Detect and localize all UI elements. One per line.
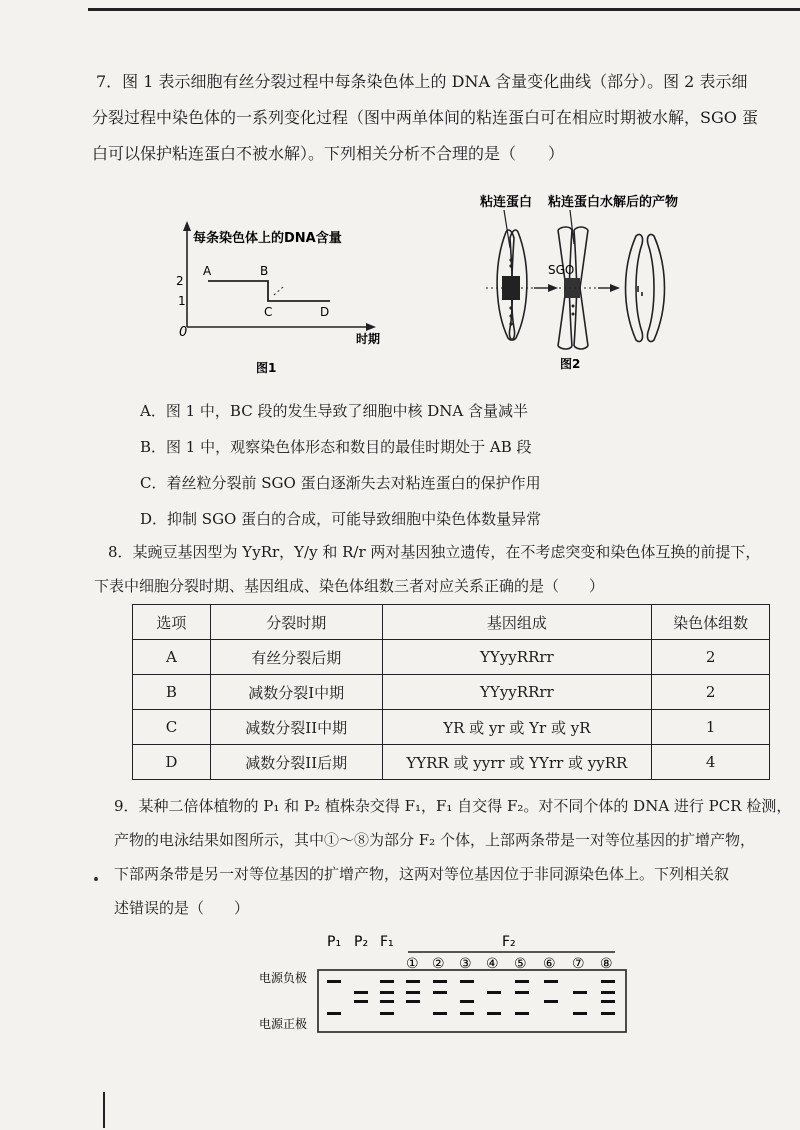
- p1-label: P₁: [327, 934, 342, 950]
- top-rule: [88, 8, 800, 11]
- dna-content-curve: [208, 281, 330, 301]
- band: [380, 991, 394, 994]
- q7-line-2: 分裂过程中染色体的一系列变化过程（图中两单体间的粘连蛋白可在相应时期被水解，SGO 蛋: [92, 108, 758, 127]
- band: [601, 980, 615, 983]
- figure-1-caption: 图1: [256, 361, 277, 375]
- option-c: C．着丝粒分裂前 SGO 蛋白逐渐失去对粘连蛋白的保护作用: [140, 474, 541, 492]
- band: [460, 980, 474, 983]
- margin-dot: [94, 877, 98, 881]
- band: [406, 991, 420, 994]
- band: [354, 991, 368, 994]
- band: [544, 1000, 558, 1003]
- band: [573, 991, 587, 994]
- band: [515, 980, 529, 983]
- cell-phase: 减数分裂II中期: [210, 710, 382, 745]
- lane-5-label: ⑤: [514, 956, 527, 972]
- band: [406, 1000, 420, 1003]
- cell-option: A: [133, 640, 211, 675]
- q7-line-3: 白可以保护粘连蛋白不被水解）。下列相关分析不合理的是（ ）: [92, 144, 565, 163]
- band: [601, 991, 615, 994]
- option-d: D．抑制 SGO 蛋白的合成，可能导致细胞中染色体数量异常: [140, 510, 542, 528]
- chromosome-1: [497, 210, 527, 340]
- option-b: B．图 1 中，观察染色体形态和数目的最佳时期处于 AB 段: [140, 438, 532, 456]
- cell-option: B: [133, 675, 211, 710]
- option-a: A．图 1 中，BC 段的发生导致了细胞中核 DNA 含量减半: [140, 402, 528, 420]
- positive-pole-label: 电源正极: [259, 1017, 308, 1031]
- cell-option: C: [133, 710, 211, 745]
- band: [406, 980, 420, 983]
- header-chromosome-sets: 染色体组数: [652, 605, 770, 640]
- band: [354, 1000, 368, 1003]
- dotted-mark: [274, 287, 283, 295]
- lane-4-label: ④: [486, 956, 499, 972]
- table-row: [133, 710, 770, 745]
- tick-2-label: 2: [176, 274, 184, 288]
- cell-option: D: [133, 745, 211, 780]
- cell-genotype: YYRR 或 yyrr 或 YYrr 或 yyRR: [382, 745, 652, 780]
- q7-line-1: 7．图 1 表示细胞有丝分裂过程中每条染色体上的 DNA 含量变化曲线（部分）。图 2 表示细: [96, 72, 748, 91]
- lane-8-label: ⑧: [600, 956, 613, 972]
- lane-6-label: ⑥: [543, 956, 556, 972]
- band: [573, 1012, 587, 1015]
- tick-1-label: 1: [178, 294, 186, 308]
- header-genotype: 基因组成: [382, 605, 652, 640]
- y-axis-label: 每条染色体上的DNA含量: [193, 231, 342, 246]
- figure-1-curve: [160, 215, 400, 380]
- sgo-block: [564, 278, 580, 298]
- band: [487, 1012, 501, 1015]
- arrow-1-icon: [548, 284, 558, 292]
- band: [327, 980, 341, 983]
- chromosome-2: [558, 210, 588, 349]
- band: [487, 991, 501, 994]
- cell-phase: 有丝分裂后期: [210, 640, 382, 675]
- table-row: [133, 675, 770, 710]
- table-header-row: [133, 605, 770, 640]
- cohesin-pointer: [504, 210, 510, 248]
- q9-line-1: 9．某种二倍体植物的 P₁ 和 P₂ 植株杂交得 F₁，F₁ 自交得 F₂。对不同个体的 DNA 进行 PCR 检测，: [114, 797, 792, 815]
- band: [460, 1012, 474, 1015]
- cell-genotype: YYyyRRrr: [382, 675, 652, 710]
- cell-genotype: YR 或 yr 或 Yr 或 yR: [382, 710, 652, 745]
- table-row: [133, 745, 770, 780]
- band: [544, 980, 558, 983]
- cell-sets: 2: [652, 675, 770, 710]
- lane-7-label: ⑦: [572, 956, 585, 972]
- band: [460, 1000, 474, 1003]
- band: [433, 980, 447, 983]
- q8-line-1: 8．某豌豆基因型为 YyRr，Y/y 和 R/r 两对基因独立遗传，在不考虑突变和染色体互换的前提下，: [108, 543, 761, 561]
- band: [327, 1012, 341, 1015]
- cell-sets: 2: [652, 640, 770, 675]
- point-a-label: A: [203, 264, 212, 278]
- p2-label: P₂: [354, 934, 369, 950]
- band: [433, 1012, 447, 1015]
- f1-label: F₁: [380, 934, 394, 950]
- x-axis-label: 时期: [356, 332, 381, 346]
- lane-2-label: ②: [432, 956, 445, 972]
- cell-phase: 减数分裂II后期: [210, 745, 382, 780]
- sgo-label: SGO: [548, 263, 575, 277]
- figure-2-caption: 图2: [560, 357, 581, 371]
- table-row: [133, 640, 770, 675]
- header-phase: 分裂时期: [210, 605, 382, 640]
- band: [515, 1012, 529, 1015]
- lane-1-label: ①: [406, 956, 419, 972]
- q9-line-3: 下部两条带是另一对等位基因的扩增产物，这两对等位基因位于非同源染色体上。下列相关叙: [114, 865, 730, 883]
- cell-sets: 4: [652, 745, 770, 780]
- x-axis-arrow-icon: [366, 323, 376, 331]
- band: [601, 1000, 615, 1003]
- cell-phase: 减数分裂I中期: [210, 675, 382, 710]
- origin-label: 0: [179, 325, 188, 340]
- header-option: 选项: [133, 605, 211, 640]
- band: [433, 991, 447, 994]
- cohesin-label: 粘连蛋白: [480, 195, 533, 210]
- cell-sets: 1: [652, 710, 770, 745]
- point-d-label: D: [320, 305, 330, 319]
- band: [380, 1000, 394, 1003]
- point-c-label: C: [264, 305, 273, 319]
- chromosome-3: [626, 234, 665, 341]
- gel-bands: [327, 980, 615, 1015]
- figure-2-chromosomes: [470, 188, 715, 373]
- q9-line-4: 述错误的是（ ）: [114, 899, 250, 917]
- gel-figure: [255, 922, 640, 1034]
- negative-pole-label: 电源负极: [259, 971, 308, 985]
- band: [515, 991, 529, 994]
- band: [601, 1012, 615, 1015]
- q9-line-2: 产物的电泳结果如图所示，其中①～⑧为部分 F₂ 个体，上部两条带是一对等位基因的扩增产物，: [114, 831, 755, 849]
- q8-table: [132, 604, 770, 780]
- band: [380, 980, 394, 983]
- band: [380, 1012, 394, 1015]
- arrow-2-icon: [610, 284, 620, 292]
- point-b-label: B: [260, 264, 269, 278]
- q8-line-2: 下表中细胞分裂时期、基因组成、染色体组数三者对应关系正确的是（ ）: [94, 577, 605, 595]
- y-axis-arrow-icon: [183, 221, 191, 231]
- lane-3-label: ③: [459, 956, 472, 972]
- margin-bar: [103, 1092, 105, 1128]
- f2-label: F₂: [502, 934, 516, 950]
- cohesin-product-label: 粘连蛋白水解后的产物: [548, 195, 679, 210]
- cell-genotype: YYyyRRrr: [382, 640, 652, 675]
